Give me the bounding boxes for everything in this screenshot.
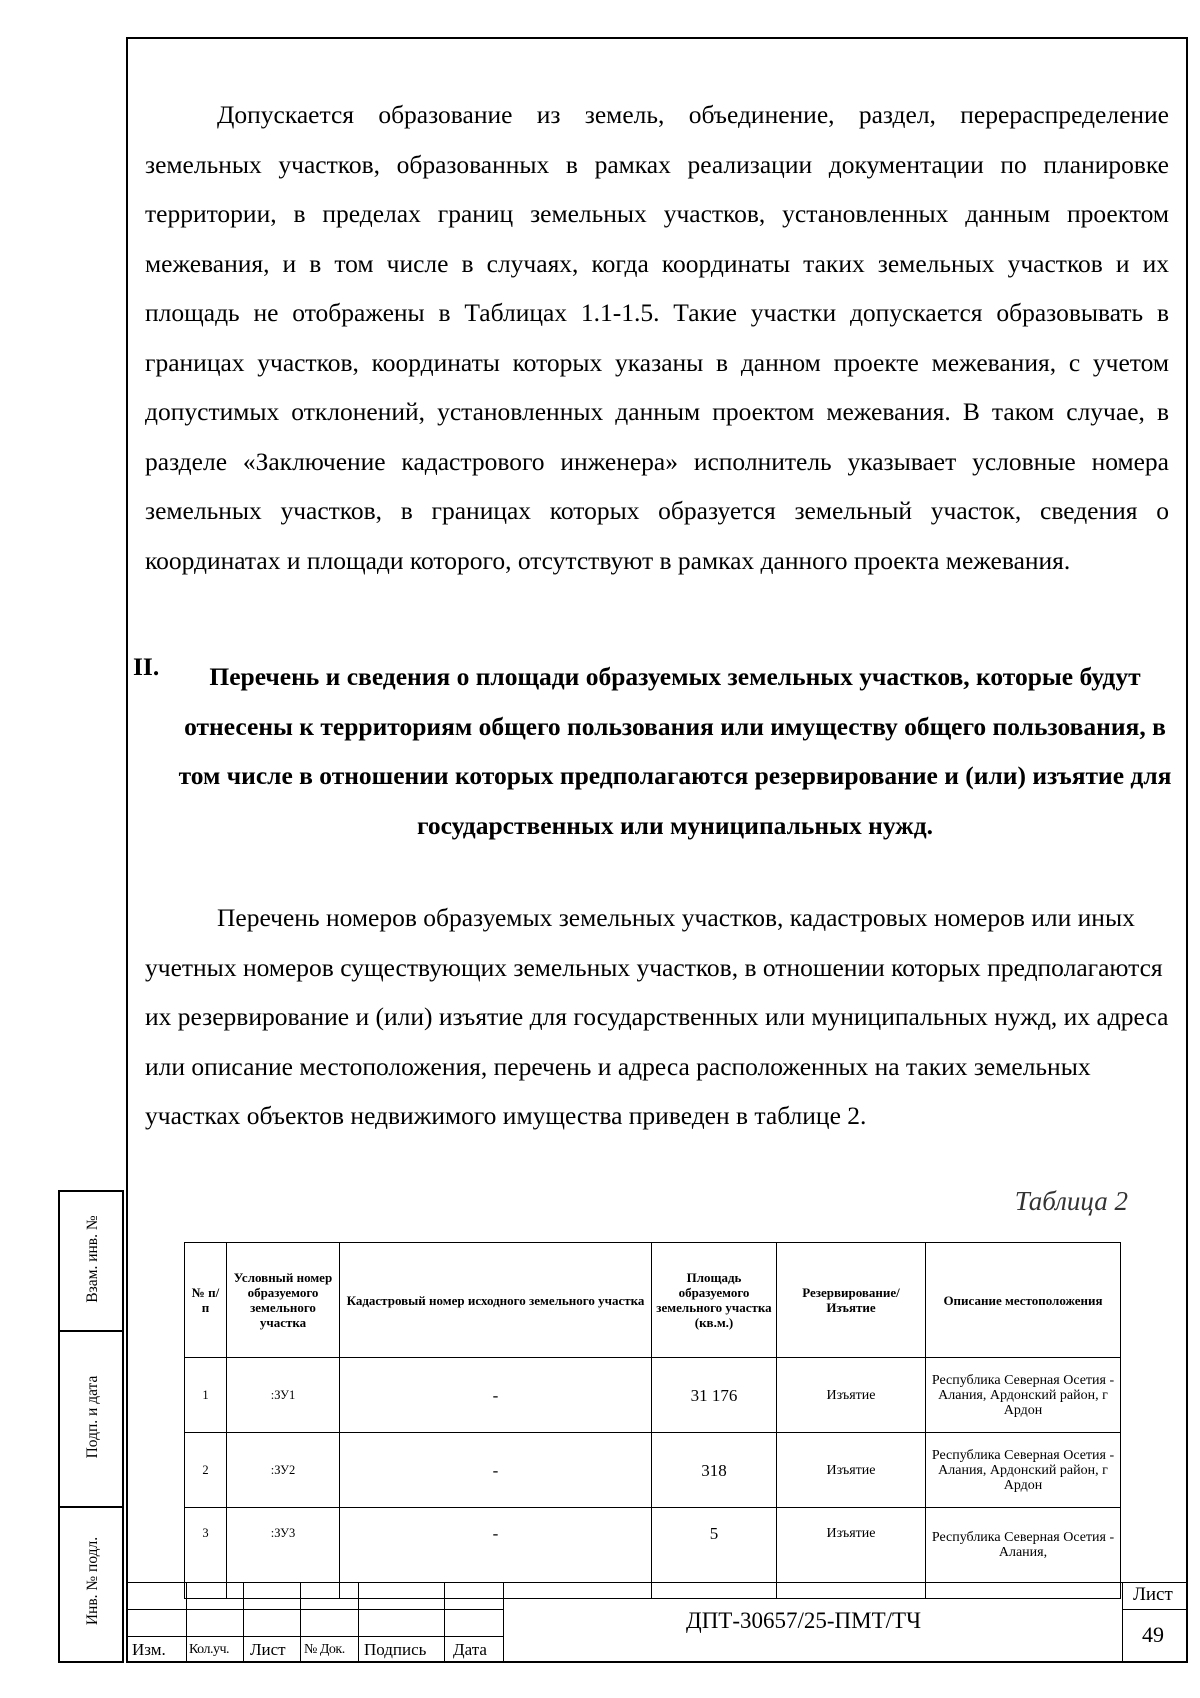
cell-location: Республика Северная Осетия - Алания, bbox=[926, 1508, 1121, 1599]
section-number: II. bbox=[133, 652, 160, 681]
stamp-label-document: № Док. bbox=[304, 1642, 345, 1657]
land-plots-table bbox=[184, 1242, 1121, 1599]
stamp-label-change: Изм. bbox=[132, 1640, 166, 1659]
paragraph-list-description: Перечень номеров образуемых земельных участков, кадастровых номеров или иных учетных номеров существующих земельных участков, в отношении которых предполагаются их резервирование и (или) изъятие для государственных или муниципальных нужд, их адреса или описание местоположения, перечень и адреса расположенных на таких земельных участках объектов недвижимого имущества приведен в таблице 2. bbox=[145, 903, 1169, 1130]
header-number: № п/п bbox=[185, 1243, 227, 1358]
cell-plot-id: :ЗУ3 bbox=[227, 1508, 340, 1599]
stamp-label-date: Дата bbox=[453, 1640, 487, 1659]
side-label-inventory: Инв. № подл. bbox=[84, 1536, 101, 1626]
side-label-signature-date: Подп. и дата bbox=[84, 1375, 101, 1459]
document-code: ДПТ-30657/25-ПМТ/ТЧ bbox=[686, 1608, 922, 1633]
cell-action: Изъятие bbox=[777, 1358, 926, 1433]
side-cell-replacement bbox=[60, 1192, 122, 1332]
section-heading: Перечень и сведения о площади образуемых земельных участков, которые будут отнесены к территориям общего пользования или имуществу общего пользования, в том числе в отношении которых предполагаются резервирование и (или) изъятие для государственных или муниципальных нужд. bbox=[178, 662, 1172, 840]
side-label-replacement: Взам. инв. № bbox=[84, 1215, 101, 1303]
stamp-label-count: Кол.уч. bbox=[189, 1642, 229, 1657]
header-location: Описание местоположения bbox=[926, 1243, 1121, 1358]
cell-cadastral: - bbox=[340, 1433, 652, 1508]
cell-cadastral: - bbox=[340, 1358, 652, 1433]
cell-number: 1 bbox=[185, 1358, 227, 1433]
side-cell-inventory bbox=[60, 1508, 122, 1661]
header-cadastral: Кадастровый номер исходного земельного участка bbox=[340, 1243, 652, 1358]
side-cell-signature-date bbox=[60, 1332, 122, 1508]
cell-action: Изъятие bbox=[777, 1508, 926, 1599]
title-block bbox=[126, 1582, 1188, 1663]
cell-plot-id: :ЗУ1 bbox=[227, 1358, 340, 1433]
stamp-label-sheet: Лист bbox=[250, 1640, 286, 1659]
table-caption: Таблица 2 bbox=[1014, 1186, 1128, 1216]
cell-number: 2 bbox=[185, 1433, 227, 1508]
table-header-row bbox=[185, 1243, 1121, 1358]
sheet-number: 49 bbox=[1142, 1622, 1164, 1647]
paragraph-permitted-formation: Допускается образование из земель, объединение, раздел, перераспределение земельных участков, образованных в рамках реализации документации по планировке территории, в пределах границ земельных участков, установленных данным проектом межевания, и в том числе в случаях, когда координаты таких земельных участков и их площадь не отображены в Таблицах 1.1-1.5. Такие участки допускается образовывать в границах участков, координаты которых указаны в данном проекте межевания, с учетом допустимых отклонений, установленных данным проектом межевания. В таком случае, в разделе «Заключение кадастрового инженера» исполнитель указывает условные номера земельных участков, в границах которых образуется земельный участок, сведения о координатах и площади которого, отсутствуют в рамках данного проекта межевания. bbox=[145, 100, 1169, 575]
sheet-label: Лист bbox=[1133, 1584, 1173, 1605]
stamp-label-signature: Подпись bbox=[364, 1640, 427, 1659]
header-action: Резервирование/ Изъятие bbox=[777, 1243, 926, 1358]
cell-number: 3 bbox=[185, 1508, 227, 1599]
cell-area: 318 bbox=[652, 1433, 777, 1508]
header-area: Площадь образуемого земельного участка (кв.м.) bbox=[652, 1243, 777, 1358]
table-row bbox=[185, 1433, 1121, 1508]
cell-action: Изъятие bbox=[777, 1433, 926, 1508]
cell-cadastral: - bbox=[340, 1508, 652, 1599]
cell-plot-id: :ЗУ2 bbox=[227, 1433, 340, 1508]
cell-location: Республика Северная Осетия - Алания, Ардонский район, г Ардон bbox=[926, 1433, 1121, 1508]
cell-area: 5 bbox=[652, 1508, 777, 1599]
cell-area: 31 176 bbox=[652, 1358, 777, 1433]
cell-location: Республика Северная Осетия - Алания, Ардонский район, г Ардон bbox=[926, 1358, 1121, 1433]
side-stamp-column bbox=[58, 1190, 124, 1663]
table-row bbox=[185, 1358, 1121, 1433]
header-plot-id: Условный номер образуемого земельного участка bbox=[227, 1243, 340, 1358]
